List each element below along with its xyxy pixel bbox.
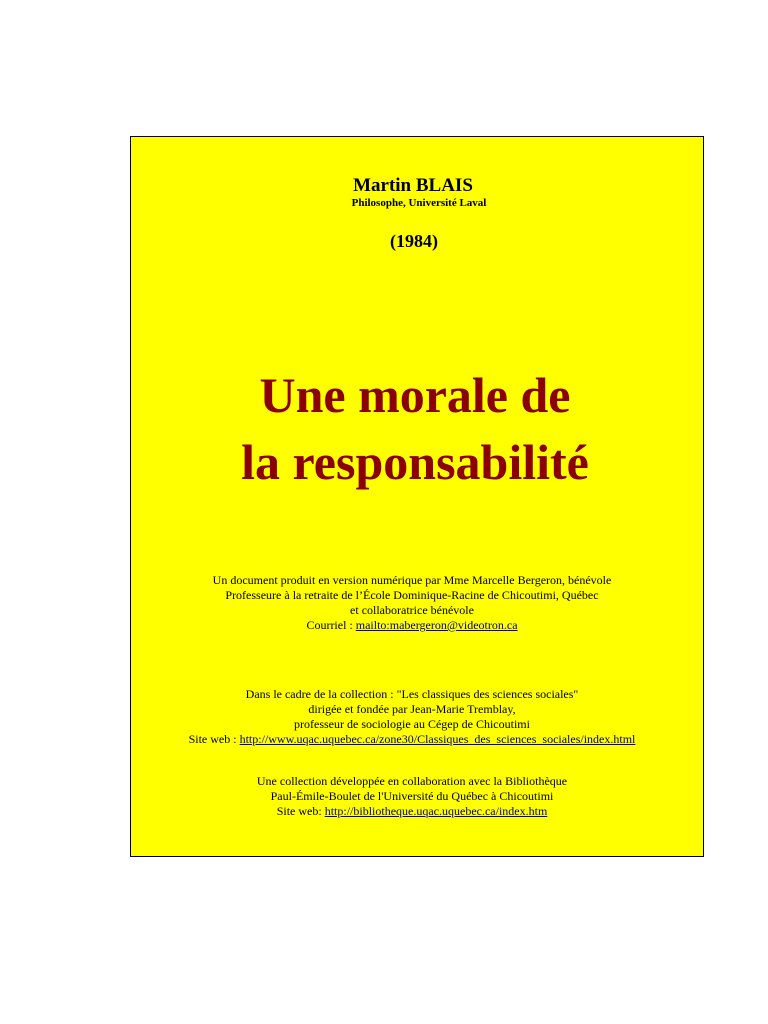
credits-line-2: Professeure à la retraite de l’École Dominique-Racine de Chicoutimi, Québec xyxy=(225,588,599,602)
collection-site-line xyxy=(121,732,703,747)
collection-line-1: Dans le cadre de la collection : "Les classiques des sciences sociales" xyxy=(245,687,579,701)
collection-site-label: Site web : xyxy=(188,732,240,746)
email-link[interactable]: mailto:mabergeron@videotron.ca xyxy=(355,618,518,632)
credits-line-1: Un document produit en version numérique par Mme Marcelle Bergeron, bénévole xyxy=(212,573,612,587)
document-title xyxy=(127,362,703,496)
library-block xyxy=(121,774,703,819)
publication-year: (1984) xyxy=(390,231,438,251)
collection-line-3: professeur de sociologie au Cégep de Chicoutimi xyxy=(294,717,530,731)
collection-site-link[interactable]: http://www.uqac.uquebec.ca/zone30/Classiques_des_sciences_sociales/index.html xyxy=(239,732,636,746)
email-label: Courriel : xyxy=(306,618,356,632)
credits-block xyxy=(121,573,703,633)
collection-line-2: dirigée et fondée par Jean-Marie Tremblay, xyxy=(308,702,516,716)
library-site-line xyxy=(121,804,703,819)
library-site-label: Site web: xyxy=(276,804,325,818)
author-block xyxy=(131,175,703,210)
library-site-link[interactable]: http://bibliotheque.uqac.uquebec.ca/index.htm xyxy=(324,804,548,818)
credits-line-3: et collaboratrice bénévole xyxy=(350,603,474,617)
author-affiliation: Philosophe, Université Laval xyxy=(351,197,487,209)
title-line-1: Une morale de xyxy=(259,367,571,423)
library-line-1: Une collection développée en collaboration avec la Bibliothèque xyxy=(256,774,568,788)
title-line-2: la responsabilité xyxy=(241,434,589,490)
cover-panel xyxy=(130,136,704,857)
collection-block xyxy=(121,687,703,747)
author-name: Martin BLAIS xyxy=(353,175,473,196)
library-line-2: Paul-Émile-Boulet de l'Université du Québec à Chicoutimi xyxy=(270,789,554,803)
email-line xyxy=(121,618,703,633)
